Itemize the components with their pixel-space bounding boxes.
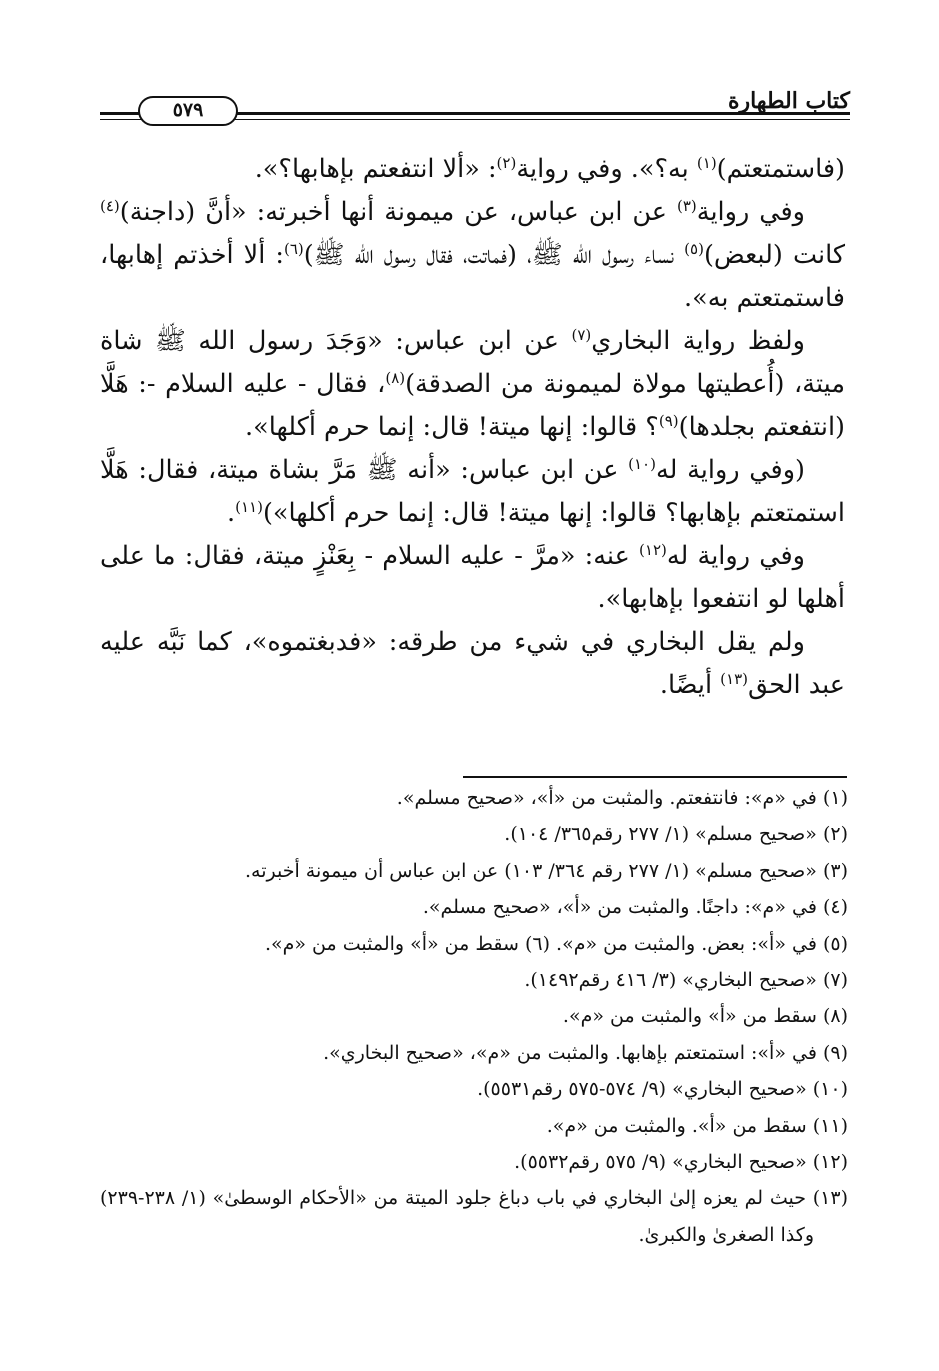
footnote: (٨) سقط من «أ» والمثبت من «م».: [562, 1005, 848, 1028]
footnote-ref: (٢): [496, 154, 517, 172]
paragraph: [100, 320, 845, 449]
footnote: (٥) في «أ»: بعض. والمثبت من «م». (٦) سقط من «أ» والمثبت من «م».: [264, 932, 848, 955]
text-run: به؟». وفي رواية: [516, 154, 697, 184]
text-run: .: [227, 498, 236, 528]
footnote-ref: (٥): [684, 240, 704, 258]
footnote: (٤) في «م»: داجنًا. والمثبت من «أ»، «صحيح مسلم».: [422, 896, 848, 919]
text-run: ولفظ رواية البخاري: [591, 326, 805, 356]
footnote-separator: [463, 776, 847, 778]
text-run: (فاستمتعتم): [716, 154, 845, 184]
footnote-ref: (١١): [235, 498, 263, 516]
main-text: [100, 148, 845, 707]
paragraph: [100, 191, 845, 320]
text-run: : «ألا انتفعتم بإهابها؟».: [254, 154, 497, 184]
footnote: (٩) في «أ»: استمتعتم بإهابها. والمثبت من «م»، «صحيح البخاري».: [323, 1041, 848, 1064]
footnote-ref: (٤): [100, 197, 120, 215]
text-run: عن ابن عباس: «وَجَدَ رسول الله ﷺ شاة ميتة، (أُعطيتها مولاة لميمونة من الصدقة): [100, 326, 845, 399]
footnote: (١١) سقط من «أ». والمثبت من «م».: [546, 1114, 848, 1137]
text-run: (وفي رواية له: [655, 455, 806, 485]
text-run: : ألا أخذتم إهابها، فاستمتعتم به».: [100, 240, 845, 313]
footnote-ref: (١): [696, 154, 717, 172]
footnote: (٣) «صحيح مسلم» (١/ ٢٧٧ رقم ٣٦٤/ ١٠٣) عن ابن عباس أن ميمونة أخبرته.: [245, 859, 848, 882]
footnote: (١٠) «صحيح البخاري» (٩/ ٥٧٤-٥٧٥ رقم٥٥٣١).: [477, 1078, 848, 1101]
page-header: [100, 82, 850, 132]
text-run: أيضًا.: [659, 670, 721, 700]
footnote-ref: (٣): [677, 197, 697, 215]
paragraph: [100, 621, 845, 707]
paragraph: [100, 148, 845, 191]
footnote: (١) في «م»: فانتفعتم. والمثبت من «أ»، «صحيح مسلم».: [396, 787, 848, 809]
text-run: وفي رواية له: [666, 541, 805, 571]
text-run: وفي رواية: [696, 197, 805, 227]
text-run: نساء رسول الله ﷺ، (فماتت، فقال رسول الله ﷺ): [303, 240, 685, 270]
footnotes: [100, 780, 848, 1253]
text-run: ؟ قالوا: إنها ميتة! قال: إنما حرم أكلها».: [245, 412, 659, 442]
footnote-ref: (٩): [658, 412, 679, 430]
text-run: ، فقال - عليه السلام -: هَلَّا (انتفعتم بجلدها): [100, 369, 845, 442]
text-run: عن ابن عباس: «أنه ﷺ مَرَّ بشاة ميتة، فقال: هَلَّا استمتعتم بإهابها؟ قالوا: إنها ميتة! قال: إنما حرم أكلها»): [100, 455, 845, 528]
footnote-ref: (٧): [571, 326, 592, 344]
text-run: ولم يقل البخاري في شيء من طرقه: «فدبغتموه»، كما نَبَّه عليه عبد الحق: [100, 627, 845, 700]
running-title: كتاب الطهارة: [727, 88, 850, 114]
paragraph: [100, 535, 845, 621]
footnote-ref: (١٢): [639, 541, 667, 559]
footnote-ref: (١٣): [720, 670, 749, 688]
text-run: عن ابن عباس، عن ميمونة أنها أخبرته: «أنَّ (داجنة): [119, 197, 677, 227]
footnote-ref: (٦): [283, 240, 304, 258]
footnote: (٢) «صحيح مسلم» (١/ ٢٧٧ رقم٣٦٥/ ١٠٤).: [504, 823, 848, 846]
footnote-ref: (١٠): [628, 455, 656, 473]
footnote: (٧) «صحيح البخاري» (٣/ ٤١٦ رقم١٤٩٢).: [524, 969, 848, 992]
footnote: (١٣) حيث لم يعزه إلىٰ البخاري في باب دباغ جلود الميتة من «الأحكام الوسطىٰ» (١/ ٢٣٨-٢٣٩) وكذا الصغرىٰ والكبرىٰ.: [100, 1187, 848, 1246]
text-run: كانت (لبعض): [703, 240, 845, 270]
page-number-badge: ٥٧٩: [138, 96, 238, 126]
text-run: عنه: «مرَّ - عليه السلام - بِعَنْزٍ ميتة، فقال: ما على أهلها لو انتفعوا بإهابها».: [100, 541, 845, 614]
footnote: (١٢) «صحيح البخاري» (٩/ ٥٧٥ رقم٥٥٣٢).: [514, 1151, 848, 1174]
footnote-ref: (٨): [385, 369, 406, 387]
paragraph: [100, 449, 845, 535]
